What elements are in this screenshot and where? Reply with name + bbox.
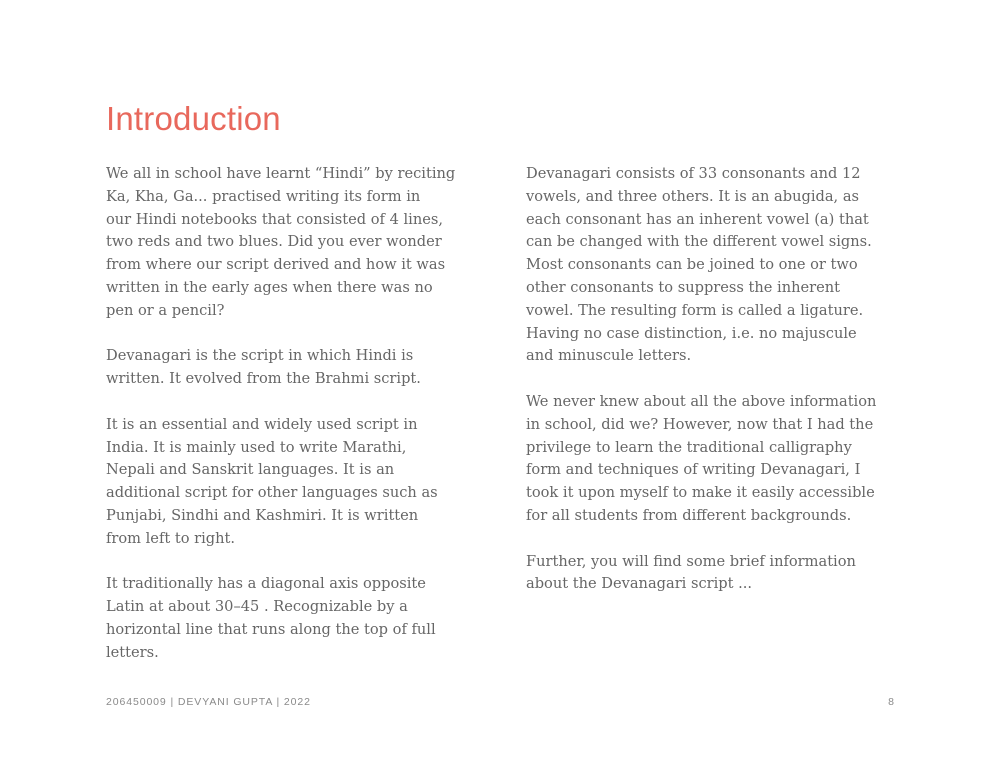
further-paragraph: Further, you will find some brief information about the Devanagari script ... [526,552,856,593]
footer-credit: 206450009 | DEVYANI GUPTA | 2022 [106,696,311,708]
usage-paragraph: It is an essential and widely used script in India. It is mainly used to write Marathi, Nepali and Sanskrit languages. It is an additional script for other languages such as Punjabi, Sindhi and Kashmiri. It is written from left to right. [106,415,438,547]
right-column [526,163,898,619]
axis-paragraph: It traditionally has a diagonal axis opposite Latin at about 30–45 . Recognizable by a horizontal line that runs along the top of full letters. [106,575,436,661]
consonants-paragraph: Devanagari consists of 33 consonants and 12 vowels, and three others. It is an abugida, as each consonant has an inherent vowel (a) that can be changed with the different vowel signs. Most consonants can be joined to one or two other consonants to suppress the inherent vowel. The resulting form is called a ligature. Having no case distinction, i.e. no majuscule and minuscule letters. [526,165,872,365]
motivation-paragraph: We never knew about all the above information in school, did we? However, now that I had the privilege to learn the traditional calligraphy form and techniques of writing Devanagari, I took it upon myself to make it easily accessible for all students from different backgrounds. [526,392,877,524]
devanagari-definition-paragraph: Devanagari is the script in which Hindi is written. It evolved from the Brahmi script. [106,347,421,388]
page-number: 8 [888,696,894,708]
intro-paragraph: We all in school have learnt “Hindi” by reciting Ka, Kha, Ga... practised writing its form in our Hindi notebooks that consisted of 4 lines, two reds and two blues. Did you ever wonder from where our script derived and how it was written in the early ages when there was no pen or a pencil? [106,165,456,319]
page-title: Introduction [106,100,281,137]
left-column [106,163,478,687]
